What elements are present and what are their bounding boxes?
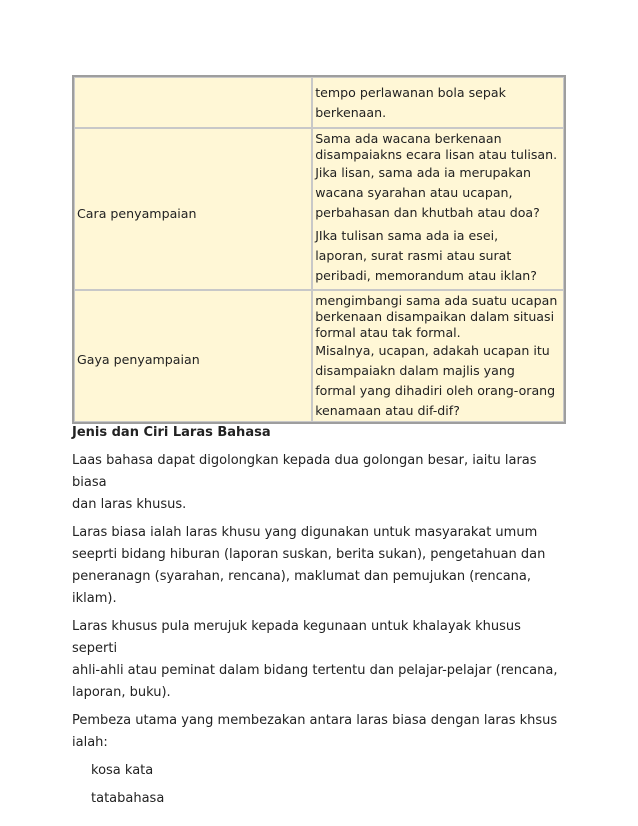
list-item: tatabahasa: [91, 791, 165, 806]
paragraph-line: ialah:: [72, 735, 108, 750]
section-body: [72, 422, 568, 816]
paragraph-line: Laas bahasa dapat digolongkan kepada dua golongan besar, iaitu laras biasa: [72, 453, 537, 490]
list-item: kosa kata: [91, 763, 154, 778]
table-cell-description: [312, 128, 564, 290]
cell-line: disampaiakn dalam majlis yang: [315, 363, 515, 378]
cell-line: perbahasan dan khutbah atau doa?: [315, 205, 540, 220]
table-cell-description: [312, 77, 564, 128]
paragraph-line: ahli-ahli atau peminat dalam bidang tertentu dan pelajar-pelajar (rencana,: [72, 663, 558, 678]
table-cell-label: [74, 128, 312, 290]
cell-line: JIka tulisan sama ada ia esei,: [315, 228, 499, 243]
cell-line: berkenaan.: [315, 105, 387, 120]
cell-line: laporan, surat rasmi atau surat: [315, 248, 512, 263]
paragraph-line: laporan, buku).: [72, 685, 171, 700]
cell-line: peribadi, memorandum atau iklan?: [315, 268, 537, 283]
cell-line: Sama ada wacana berkenaan: [315, 131, 502, 146]
paragraph-line: Laras biasa ialah laras khusu yang digunakan untuk masyarakat umum: [72, 525, 538, 540]
paragraph-line: iklam).: [72, 591, 117, 606]
cell-line: Misalnya, ucapan, adakah ucapan itu: [315, 343, 550, 358]
paragraph: [72, 522, 568, 610]
paragraph: [72, 710, 568, 754]
paragraph-line: dan laras khusus.: [72, 497, 187, 512]
row-label: Gaya penyampaian: [77, 351, 200, 367]
table-cell-description: [312, 290, 564, 422]
paragraph-line: Pembeza utama yang membezakan antara laras biasa dengan laras khsus: [72, 713, 558, 728]
cell-line: kenamaan atau dif-dif?: [315, 403, 460, 418]
cell-line: mengimbangi sama ada suatu ucapan: [315, 293, 558, 308]
paragraph-line: peneranagn (syarahan, rencana), maklumat dan pemujukan (rencana,: [72, 569, 532, 584]
cell-line: berkenaan disampaikan dalam situasi: [315, 309, 555, 324]
table-row: [74, 128, 564, 290]
cell-line: wacana syarahan atau ucapan,: [315, 185, 513, 200]
table-cell-label: [74, 290, 312, 422]
paragraph-line: seeprti bidang hiburan (laporan suskan, berita sukan), pengetahuan dan: [72, 547, 546, 562]
cell-line: Jika lisan, sama ada ia merupakan: [315, 165, 532, 180]
section-heading: Jenis dan Ciri Laras Bahasa: [72, 425, 271, 440]
comparison-table: [72, 75, 566, 424]
paragraph: [72, 450, 568, 516]
cell-line: disampaiakns ecara lisan atau tulisan.: [315, 147, 558, 162]
cell-line: formal yang dihadiri oleh orang-orang: [315, 383, 556, 398]
row-label: Cara penyampaian: [77, 205, 197, 221]
cell-line: tempo perlawanan bola sepak: [315, 85, 506, 100]
table-row: [74, 290, 564, 422]
cell-line: formal atau tak formal.: [315, 325, 461, 340]
paragraph: [72, 616, 568, 704]
table-row: [74, 77, 564, 128]
paragraph-line: Laras khusus pula merujuk kepada kegunaan untuk khalayak khusus seperti: [72, 619, 521, 656]
table-cell-label: [74, 77, 312, 128]
